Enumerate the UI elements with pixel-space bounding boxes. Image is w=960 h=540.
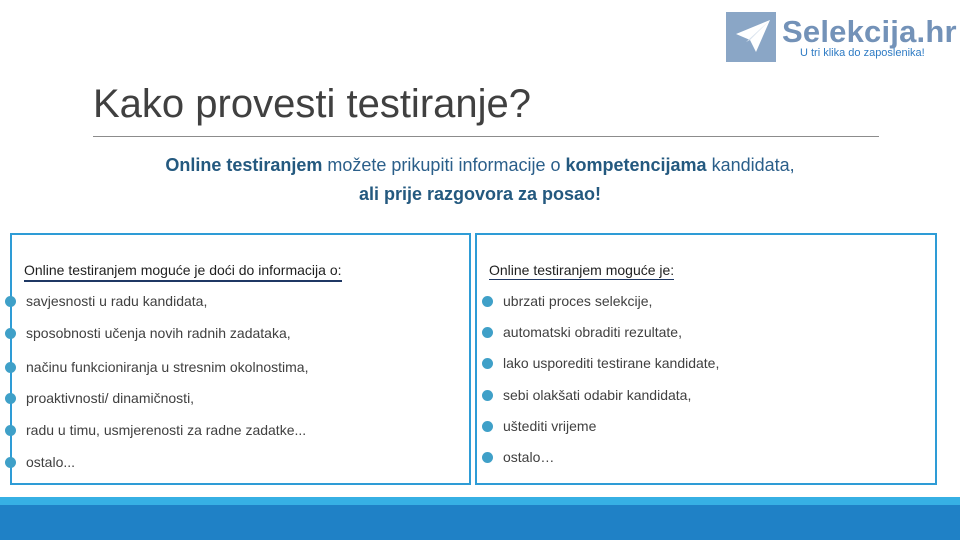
list-item-text: lako usporediti testirane kandidate, — [503, 355, 720, 371]
list-item-text: proaktivnosti/ dinamičnosti, — [26, 390, 195, 406]
bullet-icon — [482, 421, 493, 432]
bullet-icon — [5, 362, 16, 373]
list-item-text: načinu funkcioniranja u stresnim okolnostima, — [26, 359, 309, 375]
right-panel-heading: Online testiranjem moguće je: — [489, 262, 675, 278]
footer-bar — [0, 505, 960, 540]
bullet-icon — [482, 390, 493, 401]
list-item-text: sposobnosti učenja novih radnih zadataka, — [26, 325, 291, 341]
intro-text-2: možete prikupiti informacije o — [322, 155, 566, 175]
footer-accent-band — [0, 497, 960, 505]
list-item-text: automatski obraditi rezultate, — [503, 324, 682, 340]
slide-title: Kako provesti testiranje? — [93, 82, 532, 126]
bullet-icon — [5, 328, 16, 339]
intro-text — [70, 151, 890, 209]
logo-name: Selekcija.hr — [782, 14, 957, 49]
list-item-text: ostalo... — [26, 454, 76, 470]
bullet-icon — [5, 457, 16, 468]
right-panel — [475, 233, 937, 485]
title-divider — [93, 136, 879, 137]
paper-plane-logo-icon — [726, 12, 776, 62]
list-item-text: ostalo… — [503, 449, 555, 465]
intro-bold-1: Online testiranjem — [165, 155, 323, 175]
intro-bold-line2: ali prije razgovora za posao! — [358, 184, 602, 204]
bullet-icon — [482, 296, 493, 307]
bullet-icon — [482, 327, 493, 338]
intro-text-4: kandidata, — [706, 155, 795, 175]
left-panel — [10, 233, 471, 485]
intro-bold-3: kompetencijama — [565, 155, 707, 175]
left-panel-heading: Online testiranjem moguće je doći do informacija o: — [24, 262, 342, 282]
list-item-text: ubrzati proces selekcije, — [503, 293, 653, 309]
bullet-icon — [482, 452, 493, 463]
bullet-icon — [5, 425, 16, 436]
bullet-icon — [5, 393, 16, 404]
list-item-text: radu u timu, usmjerenosti za radne zadatke... — [26, 422, 307, 438]
list-item-text: savjesnosti u radu kandidata, — [26, 293, 208, 309]
bullet-icon — [482, 358, 493, 369]
bullet-icon — [5, 296, 16, 307]
logo-tagline: U tri klika do zaposlenika! — [800, 47, 925, 59]
selekcija-logo[interactable] — [726, 12, 957, 62]
list-item-text: sebi olakšati odabir kandidata, — [503, 387, 692, 403]
list-item-text: uštediti vrijeme — [503, 418, 597, 434]
